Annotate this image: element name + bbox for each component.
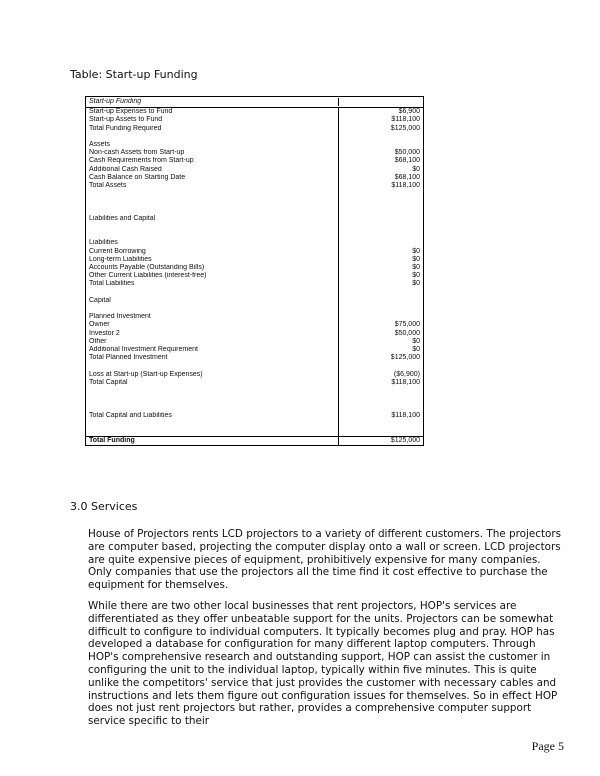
table-row <box>86 207 423 215</box>
row-label: Planned Investment <box>86 313 339 321</box>
row-value <box>339 305 423 313</box>
row-label: Assets <box>86 141 339 149</box>
row-label: Current Borrowing <box>86 248 339 256</box>
row-label: Long-term Liabilities <box>86 256 339 264</box>
table-row <box>86 387 423 395</box>
table-row <box>86 420 423 428</box>
row-value: $118,100 <box>391 411 420 419</box>
table-row <box>86 297 423 305</box>
table-row <box>86 149 423 157</box>
row-value <box>339 215 423 223</box>
table-row <box>86 239 423 247</box>
table-caption: Table: Start-up Funding <box>70 68 198 81</box>
row-label <box>86 362 339 370</box>
paragraph-1: House of Projectors rents LCD projectors to a variety of different customers. The projectors are computer based, projecting the computer display onto a wall or screen. LCD projectors are quite expensive pieces of equipment, prohibitively expensive for many companies. Only companies that use the projectors all the time find it cost effective to purchase the equipment for themselves. <box>88 528 562 592</box>
table-header-row <box>86 97 423 108</box>
table-row <box>86 108 423 116</box>
row-label: Start-up Expenses to Fund <box>86 108 339 116</box>
row-label: Total Assets <box>86 182 339 190</box>
row-label: Additional Cash Raised <box>86 166 339 174</box>
row-value: $75,000 <box>394 321 420 329</box>
table-row <box>86 166 423 174</box>
row-value: $125,000 <box>390 354 420 362</box>
row-value: $0 <box>412 247 420 255</box>
row-label: Investor 2 <box>86 330 339 338</box>
page-number: Page 5 <box>531 739 564 753</box>
table-footer-row <box>86 436 423 445</box>
table-row <box>86 395 423 403</box>
table-row <box>86 362 423 370</box>
row-label <box>86 395 339 403</box>
table-row <box>86 354 423 362</box>
table-row <box>86 264 423 272</box>
table-row <box>86 272 423 280</box>
row-value: $118,100 <box>391 378 420 386</box>
row-value: $0 <box>412 345 420 353</box>
table-row <box>86 116 423 124</box>
row-value <box>339 420 423 428</box>
row-label: Liabilities <box>86 239 339 247</box>
row-label: Accounts Payable (Outstanding Bills) <box>86 264 339 272</box>
row-label: Total Planned Investment <box>86 354 339 362</box>
row-value: $0 <box>412 337 420 345</box>
row-label: Start-up Assets to Fund <box>86 116 339 124</box>
table-row <box>86 231 423 239</box>
table-row <box>86 215 423 223</box>
row-label: Total Capital and Liabilities <box>86 412 339 420</box>
row-label: Additional Investment Requirement <box>86 346 339 354</box>
table-header-value <box>339 98 423 106</box>
table-row <box>86 321 423 329</box>
table-body <box>86 108 423 436</box>
row-label: Capital <box>86 297 339 305</box>
row-label <box>86 305 339 313</box>
row-value <box>339 133 423 141</box>
row-label <box>86 207 339 215</box>
table-row <box>86 198 423 206</box>
row-label <box>86 133 339 141</box>
table-row <box>86 133 423 141</box>
row-label: Other Current Liabilities (interest-free) <box>86 272 339 280</box>
row-value <box>339 395 423 403</box>
row-value <box>339 297 423 305</box>
table-row <box>86 223 423 231</box>
row-value: $0 <box>412 255 420 263</box>
row-label <box>86 231 339 239</box>
row-value <box>339 289 423 297</box>
row-value <box>339 313 423 321</box>
row-value <box>339 198 423 206</box>
table-row <box>86 125 423 133</box>
section-title: 3.0 Services <box>70 500 138 513</box>
row-value: $118,100 <box>391 182 420 190</box>
table-row <box>86 305 423 313</box>
table-row <box>86 182 423 190</box>
table-row <box>86 379 423 387</box>
table-footer-value: $125,000 <box>390 437 420 445</box>
table-row <box>86 190 423 198</box>
row-label: Cash Requirements from Start-up <box>86 157 339 165</box>
table-row <box>86 371 423 379</box>
table-row <box>86 280 423 288</box>
table-row <box>86 141 423 149</box>
table-row <box>86 256 423 264</box>
row-value: $68,100 <box>394 173 420 181</box>
table-row <box>86 157 423 165</box>
row-value: $50,000 <box>394 329 420 337</box>
row-value <box>339 428 423 436</box>
table-row <box>86 412 423 420</box>
row-value <box>339 190 423 198</box>
row-label: Liabilities and Capital <box>86 215 339 223</box>
row-value: $6,900 <box>398 108 420 116</box>
row-label: Total Capital <box>86 379 339 387</box>
table-row <box>86 428 423 436</box>
row-value <box>339 403 423 411</box>
table-row <box>86 403 423 411</box>
row-value: $118,100 <box>391 116 420 124</box>
row-label <box>86 420 339 428</box>
row-value: $0 <box>412 263 420 271</box>
row-label <box>86 428 339 436</box>
row-value: $125,000 <box>390 124 420 132</box>
row-value <box>339 231 423 239</box>
row-label: Non-cash Assets from Start-up <box>86 149 339 157</box>
row-label: Total Liabilities <box>86 280 339 288</box>
row-label <box>86 289 339 297</box>
table-header-label: Start-up Funding <box>86 98 339 106</box>
table-row <box>86 248 423 256</box>
table-footer-label: Total Funding <box>86 437 339 445</box>
row-label: Owner <box>86 321 339 329</box>
row-label: Other <box>86 338 339 346</box>
row-label: Cash Balance on Starting Date <box>86 174 339 182</box>
row-value <box>339 223 423 231</box>
row-label: Loss at Start-up (Start-up Expenses) <box>86 371 339 379</box>
row-label: Total Funding Required <box>86 125 339 133</box>
row-value: $0 <box>412 165 420 173</box>
row-value: $0 <box>412 280 420 288</box>
row-value: $0 <box>412 272 420 280</box>
row-value <box>339 387 423 395</box>
table-row <box>86 330 423 338</box>
row-label <box>86 198 339 206</box>
row-label <box>86 190 339 198</box>
row-value <box>339 239 423 247</box>
table-row <box>86 338 423 346</box>
paragraph-2: While there are two other local businesses that rent projectors, HOP's services are differentiated as they offer unbeatable support for the units. Projectors can be somewhat difficult to configure to individual computers. It typically becomes plug and pray. HOP has developed a database for configuration for many different laptop computers. Through HOP's comprehensive research and outstanding support, HOP can assist the customer in configuring the unit to the individual laptop, typically within five minutes. This is quite unlike the competitors' service that just provides the customer with necessary cables and instructions and lets them figure out configuration issues for themselves. So in effect HOP does not just rent projectors but rather, provides a comprehensive computer support service specific to their <box>88 600 558 728</box>
row-value: ($6,900) <box>393 370 420 378</box>
row-value <box>339 362 423 370</box>
row-label <box>86 403 339 411</box>
row-value: $68,100 <box>394 157 420 165</box>
table-row <box>86 289 423 297</box>
row-value <box>339 207 423 215</box>
row-label <box>86 223 339 231</box>
row-value: $50,000 <box>394 149 420 157</box>
table-row <box>86 174 423 182</box>
table-row <box>86 346 423 354</box>
row-label <box>86 387 339 395</box>
table-row <box>86 313 423 321</box>
startup-funding-table <box>85 96 424 446</box>
row-value <box>339 141 423 149</box>
